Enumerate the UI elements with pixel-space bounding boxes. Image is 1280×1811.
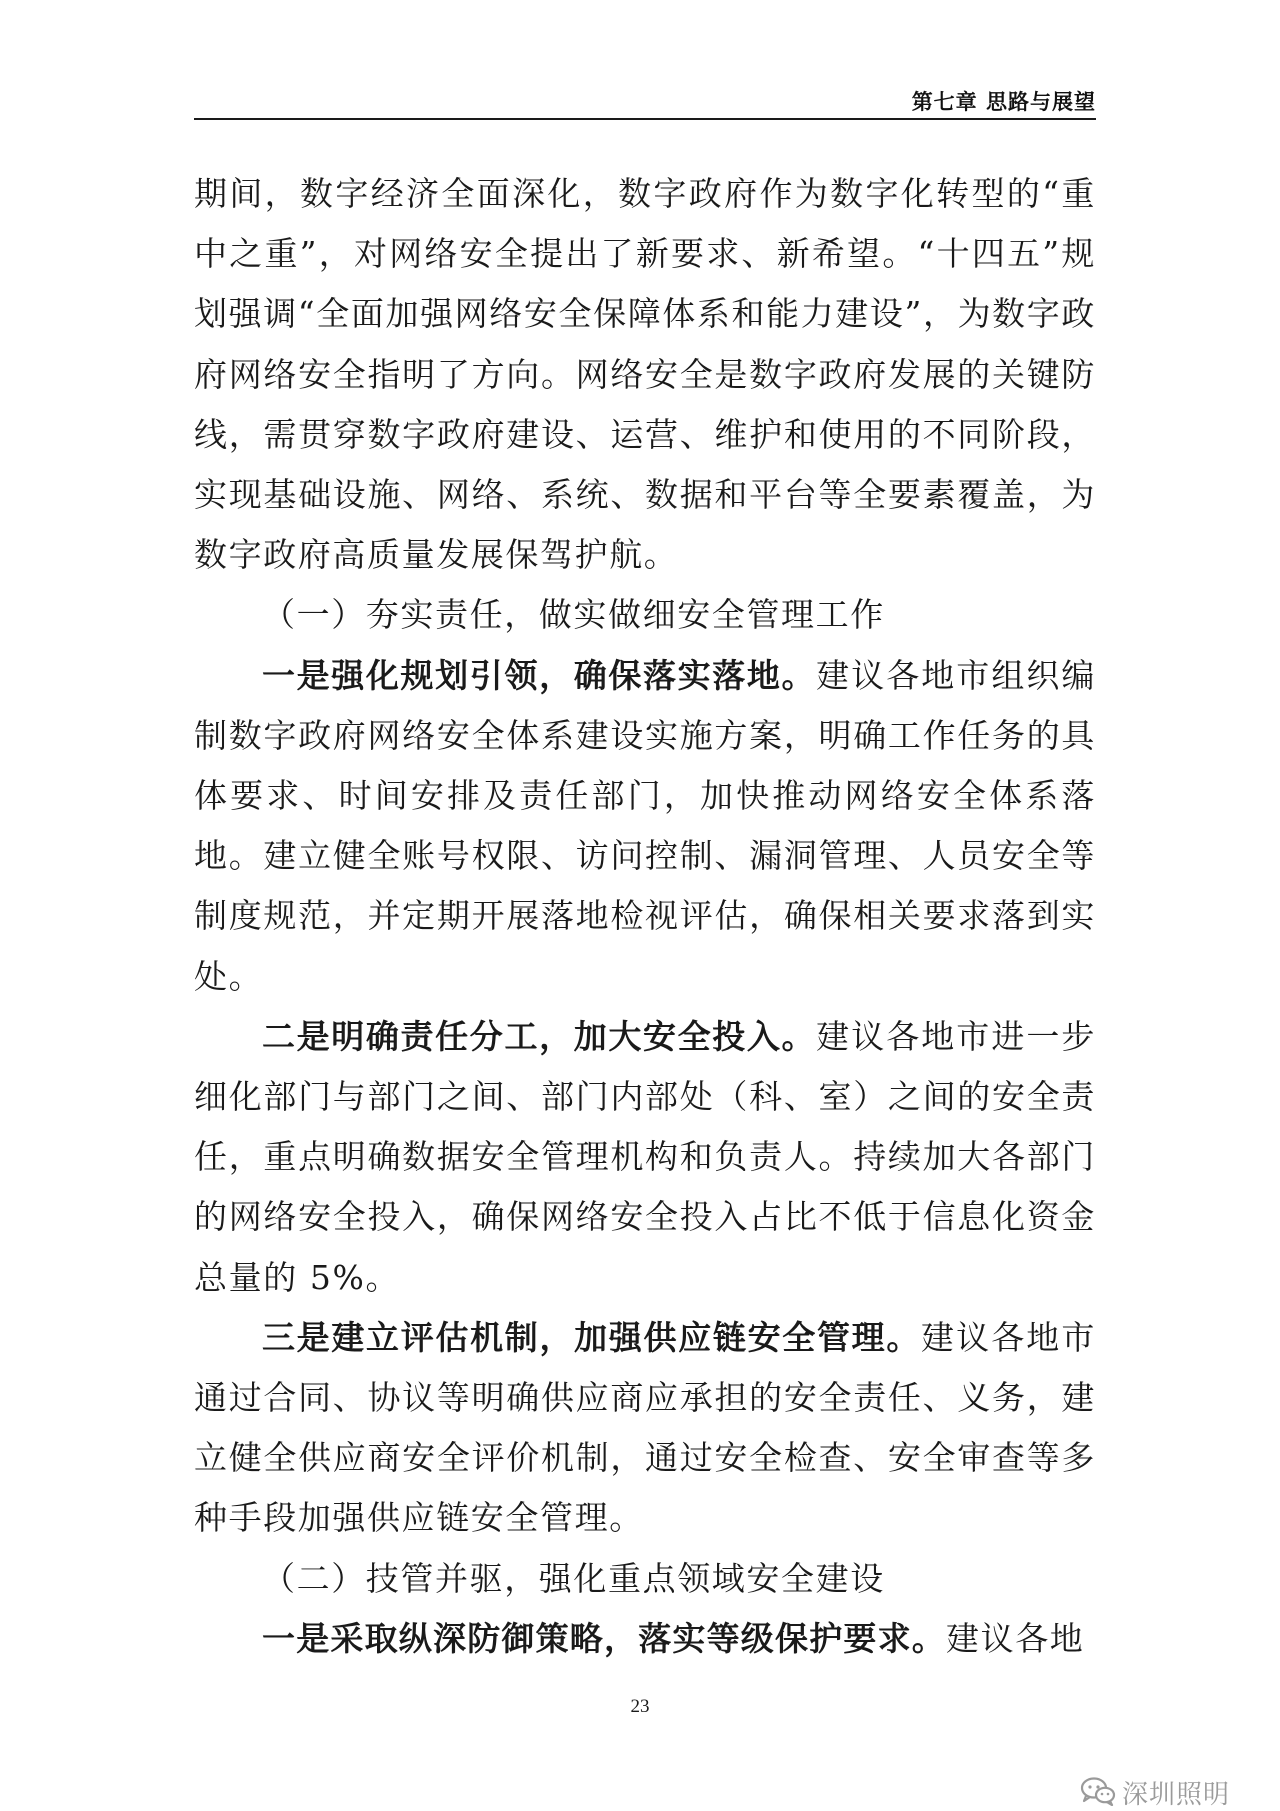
- paragraph-lead: 一是强化规划引领，确保落实落地。: [262, 655, 817, 695]
- paragraph-item: [194, 1308, 1096, 1549]
- wechat-icon: [1080, 1776, 1116, 1810]
- paragraph-lead: 二是明确责任分工，加大安全投入。: [262, 1016, 817, 1056]
- paragraph-text: 期间，数字经济全面深化，数字政府作为数字化转型的“重中之重”，对网络安全提出了新要求、新希望。“十四五”规划强调“全面加强网络安全保障体系和能力建设”，为数字政府网络安全指明了方向。网络安全是数字政府发展的关键防线，需贯穿数字政府建设、运营、维护和使用的不同阶段，实现基础设施、网络、系统、数据和平台等全要素覆盖，为数字政府高质量发展保驾护航。: [194, 174, 1096, 575]
- document-body: [194, 164, 1096, 1669]
- paragraph-item: [194, 1609, 1096, 1669]
- page-number: 23: [630, 1696, 650, 1717]
- watermark-text: 深圳照明: [1122, 1780, 1231, 1810]
- paragraph-intro: [194, 164, 1096, 585]
- paragraph-text: 建议各地市通过合同、协议等明确供应商应承担的安全责任、义务，建立健全供应商安全评价机制，通过安全检查、安全审查等多种手段加强供应链安全管理。: [194, 1317, 1096, 1538]
- paragraph-item: [194, 646, 1096, 1007]
- paragraph-lead: 一是采取纵深防御策略，落实等级保护要求。: [262, 1618, 946, 1658]
- page-header: [194, 72, 1096, 120]
- section-heading-1: （一）夯实责任，做实做细安全管理工作: [262, 595, 885, 635]
- paragraph-text: 建议各地: [946, 1618, 1085, 1658]
- chapter-title: 第七章 思路与展望: [911, 90, 1096, 114]
- section-heading-2: （二）技管并驱，强化重点领域安全建设: [262, 1558, 885, 1598]
- paragraph-text: 建议各地市进一步细化部门与部门之间、部门内部处（科、室）之间的安全责任，重点明确数据安全管理机构和负责人。持续加大各部门的网络安全投入，确保网络安全投入占比不低于信息化资金总量的 5%。: [194, 1016, 1096, 1297]
- paragraph-lead: 三是建立评估机制，加强供应链安全管理。: [262, 1317, 922, 1357]
- paragraph-item: [194, 1007, 1096, 1308]
- paragraph-text: 建议各地市组织编制数字政府网络安全体系建设实施方案，明确工作任务的具体要求、时间安排及责任部门，加快推动网络安全体系落地。建立健全账号权限、访问控制、漏洞管理、人员安全等制度规范，并定期开展落地检视评估，确保相关要求落到实处。: [194, 655, 1096, 996]
- watermark: [1080, 1774, 1230, 1811]
